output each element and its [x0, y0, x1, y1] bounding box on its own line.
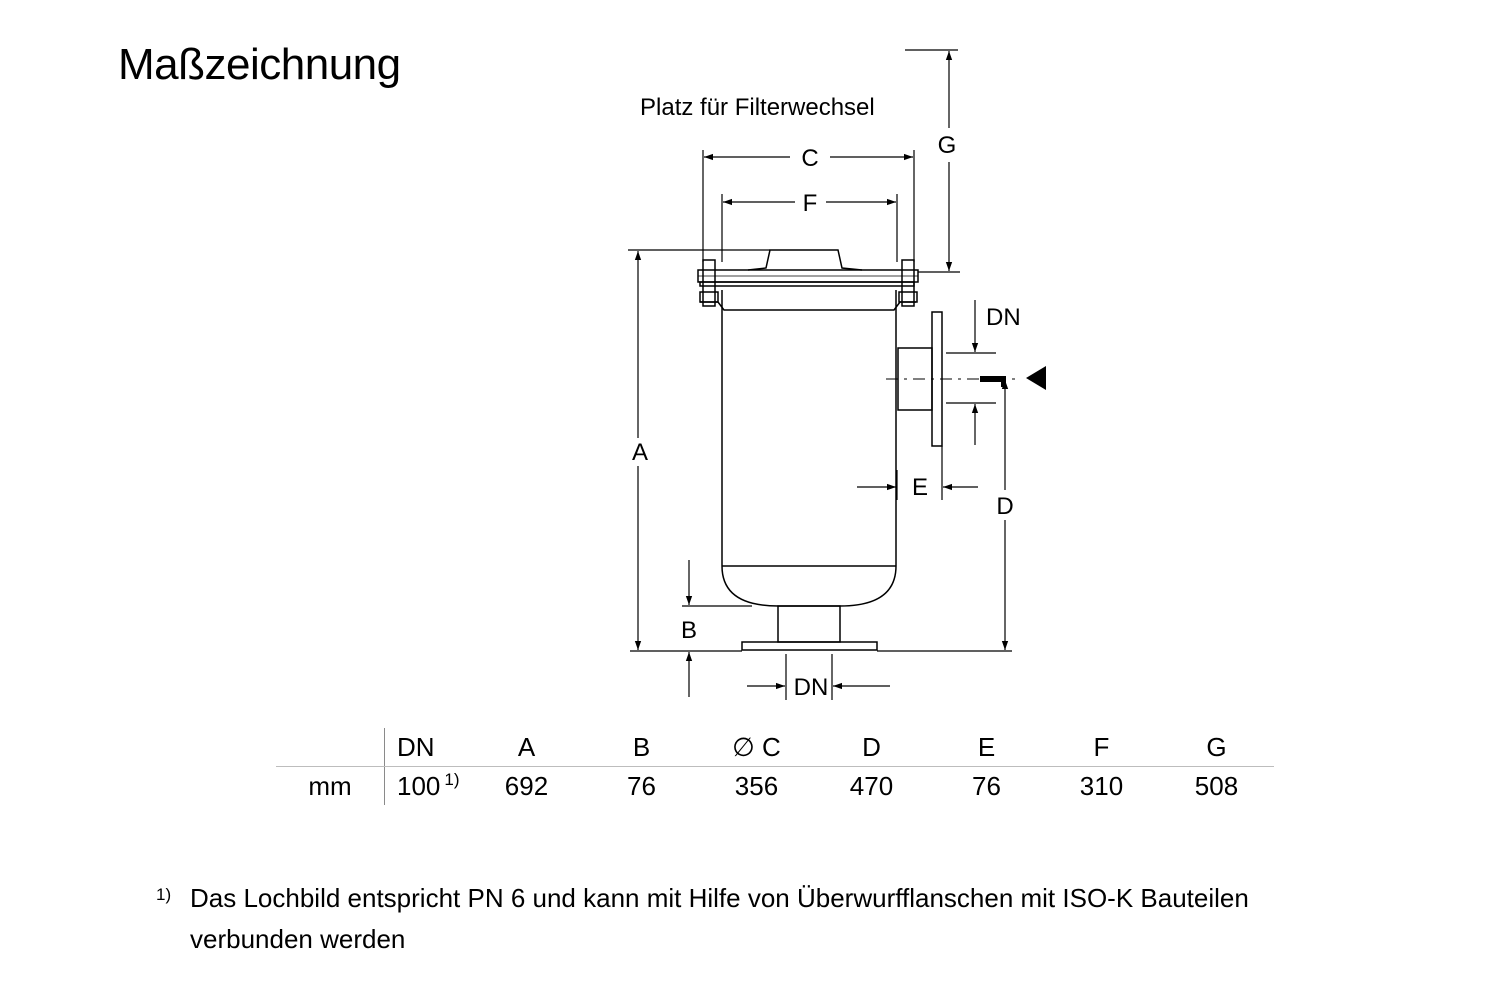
table-header-cell: A: [469, 728, 584, 767]
table-cell: 310: [1079, 770, 1124, 801]
table-header-cell: ∅ C: [699, 728, 814, 767]
table-header-row: [276, 728, 1274, 767]
bolt-right: [902, 260, 914, 306]
table-cell: 76: [972, 770, 1001, 801]
table-cell: 76: [627, 770, 656, 801]
dim-label-b: B: [680, 617, 698, 644]
dim-label-f: F: [802, 190, 818, 217]
table-cell: 508: [1194, 770, 1239, 801]
dim-label-dn-side: DN: [986, 304, 1021, 331]
table-cell: 356: [734, 770, 779, 801]
footnote-ref: 1): [444, 770, 460, 789]
footnote: [156, 878, 1340, 960]
vessel-body: [722, 290, 896, 606]
table-cell: 470: [849, 770, 894, 801]
table-cell-dn: [385, 767, 470, 806]
bolt-left: [703, 260, 715, 306]
table-header-cell: D: [814, 728, 929, 767]
footnote-text: Das Lochbild entspricht PN 6 und kann mit Hilfe von Überwurfflanschen mit ISO-K Bauteilen verbunden werden: [190, 883, 1249, 954]
table-header-cell: E: [929, 728, 1044, 767]
dimensions-table: [276, 728, 1274, 805]
lid-handle: [748, 250, 862, 270]
table-row-label: mm: [308, 770, 352, 801]
table-row: [276, 767, 1274, 806]
table-corner: [276, 728, 385, 767]
table-cell-value: 100: [397, 771, 441, 801]
flow-arrow-icon: [980, 366, 1046, 390]
dim-label-c: C: [801, 145, 819, 172]
dim-label-dn-bottom: DN: [793, 674, 829, 701]
bottom-flange: [742, 642, 877, 650]
dim-label-e: E: [911, 474, 929, 501]
page-title: Maßzeichnung: [118, 40, 401, 89]
table-header-cell: DN: [385, 728, 470, 767]
filter-housing: [698, 250, 942, 650]
bottom-nozzle: [778, 606, 840, 642]
dim-label-g: G: [937, 132, 957, 159]
table-header-cell: G: [1159, 728, 1274, 767]
footnote-mark: 1): [156, 885, 172, 904]
table-header-cell: B: [584, 728, 699, 767]
table-header-cell: F: [1044, 728, 1159, 767]
dim-label-d: D: [996, 493, 1014, 520]
top-note: Platz für Filterwechsel: [640, 94, 875, 121]
table-cell: 692: [504, 770, 549, 801]
dim-label-a: A: [631, 439, 649, 466]
